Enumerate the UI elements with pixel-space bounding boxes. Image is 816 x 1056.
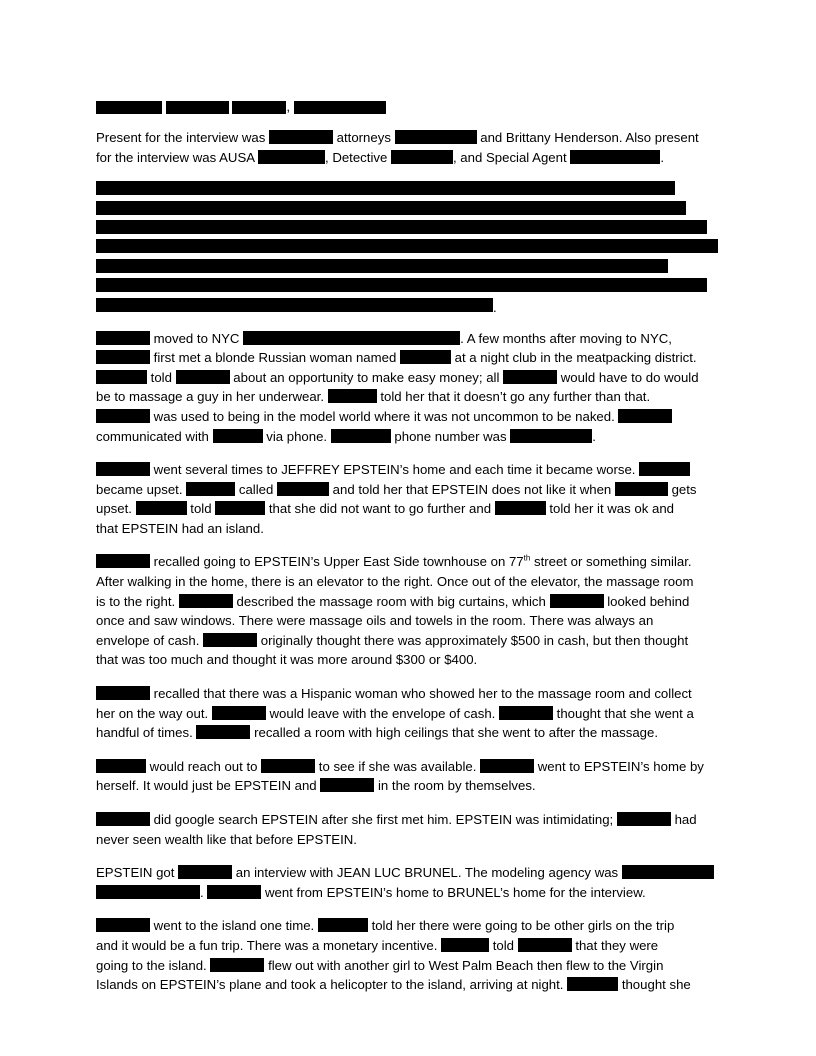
text: .	[592, 428, 596, 444]
redaction-block	[178, 865, 232, 879]
text: gets	[671, 481, 697, 497]
redaction-block	[400, 350, 451, 364]
redaction-block	[203, 633, 257, 647]
redaction-line	[96, 259, 668, 273]
redaction-block	[96, 298, 493, 312]
text: had	[674, 812, 697, 827]
text: once and saw windows. There were massage oils and towels in the room. There was always an	[96, 613, 654, 629]
paragraph-google	[96, 810, 722, 849]
text: recalled that there was a Hispanic woman who showed her to the massage room and collect	[153, 686, 692, 702]
redaction-block	[503, 370, 557, 384]
redaction-line	[96, 278, 707, 292]
text: went to EPSTEIN’s home by	[537, 758, 704, 774]
redaction-block	[96, 918, 150, 932]
redaction-block	[518, 938, 572, 952]
text: flew out with another girl to West Palm Beach then flew to the Virgin	[268, 957, 664, 973]
redaction-block	[499, 706, 553, 720]
superscript: th	[523, 554, 531, 564]
redaction-block	[570, 150, 660, 164]
text: originally thought there was approximately $500 in cash, but then thought	[260, 632, 689, 648]
text: told her it was ok and	[549, 501, 674, 517]
redaction-block	[567, 977, 618, 991]
redaction-last-line	[96, 298, 722, 315]
paragraph-townhouse	[96, 552, 722, 670]
paragraph-brunel	[96, 863, 722, 902]
redaction-block	[215, 501, 265, 515]
paragraph-island	[96, 916, 722, 994]
redaction-block	[495, 501, 546, 515]
redaction-block	[243, 331, 460, 345]
redaction-block	[639, 462, 690, 476]
redaction-block	[176, 370, 230, 384]
text: EPSTEIN got	[96, 865, 175, 881]
text: .	[660, 149, 664, 165]
text: .	[493, 299, 497, 315]
text: in the room by themselves.	[377, 778, 536, 794]
header-comma: ,	[286, 99, 291, 114]
redaction-line	[96, 201, 686, 215]
redaction-block	[96, 350, 150, 364]
redaction-block	[232, 101, 286, 114]
redaction-block	[294, 101, 386, 114]
text: envelope of cash.	[96, 632, 200, 648]
text: and told her that EPSTEIN does not like it when	[332, 481, 612, 497]
paragraph-redacted	[96, 181, 722, 314]
text: never seen wealth like that before EPSTEIN.	[96, 831, 357, 847]
text: .	[200, 884, 204, 900]
text: herself. It would just be EPSTEIN and	[96, 778, 317, 794]
redaction-block	[391, 150, 453, 164]
text: attorneys	[336, 130, 391, 145]
text: that was too much and thought it was more around $300 or $400.	[96, 652, 478, 668]
redaction-line	[96, 181, 675, 195]
text: communicated with	[96, 428, 209, 444]
text: going to the island.	[96, 957, 207, 973]
text: moved to NYC	[153, 330, 240, 346]
redaction-block	[258, 150, 325, 164]
redaction-block	[96, 554, 150, 568]
text: for the interview was AUSA	[96, 149, 255, 165]
redaction-block	[261, 759, 315, 773]
redaction-block	[96, 370, 147, 384]
text: would have to do would	[560, 369, 699, 385]
redaction-block	[96, 331, 150, 345]
paragraph-visits	[96, 460, 722, 538]
redaction-block	[331, 429, 391, 443]
redaction-block	[96, 101, 162, 114]
text: , and Special Agent	[452, 149, 567, 165]
paragraph-attendees	[96, 128, 722, 167]
text: an interview with JEAN LUC BRUNEL. The modeling agency was	[235, 865, 619, 881]
redaction-block	[618, 409, 672, 423]
text: thought that she went a	[556, 705, 694, 721]
redaction-block	[318, 918, 368, 932]
redacted-header	[96, 97, 722, 114]
text: would reach out to	[149, 758, 258, 774]
redaction-line	[96, 239, 718, 253]
redaction-line	[96, 220, 707, 234]
text: told	[190, 501, 212, 517]
text: that they were	[575, 937, 659, 953]
redaction-block	[328, 389, 377, 403]
text: her on the way out.	[96, 705, 209, 721]
text: first met a blonde Russian woman named	[153, 350, 397, 366]
text: Islands on EPSTEIN’s plane and took a helicopter to the island, arriving at night.	[96, 977, 564, 993]
text: called	[238, 481, 274, 497]
redaction-block	[395, 130, 477, 144]
redaction-block	[277, 482, 329, 496]
text: After walking in the home, there is an elevator to the right. Once out of the elevator, the massage room	[96, 574, 694, 590]
text: told her there were going to be other girls on the trip	[371, 918, 675, 934]
text: went several times to JEFFREY EPSTEIN’s home and each time it became worse.	[153, 462, 636, 478]
redaction-block	[96, 409, 150, 423]
redaction-block	[615, 482, 668, 496]
redaction-block	[96, 812, 150, 826]
redaction-block	[207, 885, 261, 899]
text: about an opportunity to make easy money; all	[233, 369, 500, 385]
text: told her that it doesn’t go any further than that.	[380, 389, 651, 405]
text: handful of times.	[96, 725, 193, 741]
text: became upset.	[96, 481, 183, 497]
redaction-block	[320, 778, 374, 792]
text: , Detective	[325, 149, 388, 165]
text: and it would be a fun trip. There was a monetary incentive.	[96, 937, 438, 953]
redaction-block	[622, 865, 714, 879]
redaction-block	[136, 501, 187, 515]
text: recalled a room with high ceilings that she went to after the massage.	[254, 725, 659, 741]
text: that EPSTEIN had an island.	[96, 520, 264, 536]
text: described the massage room with big curtains, which	[236, 593, 546, 609]
redaction-block	[210, 958, 264, 972]
text: at a night club in the meatpacking district.	[454, 350, 697, 366]
redaction-block	[441, 938, 489, 952]
text: Present for the interview was	[96, 130, 266, 145]
text: . A few months after moving to NYC,	[460, 330, 672, 346]
redaction-block	[269, 130, 333, 144]
text: and Brittany Henderson. Also present	[480, 130, 699, 145]
document-page	[96, 97, 722, 1009]
text: looked behind	[607, 593, 690, 609]
text: went from EPSTEIN’s home to BRUNEL’s home for the interview.	[265, 884, 646, 900]
redaction-block	[96, 759, 146, 773]
redaction-block	[617, 812, 671, 826]
text: went to the island one time.	[153, 918, 315, 934]
text: that she did not want to go further and	[268, 501, 492, 517]
text: street or something similar.	[530, 554, 692, 570]
text: is to the right.	[96, 593, 176, 609]
paragraph-reach-out	[96, 757, 722, 796]
text: told	[150, 369, 172, 385]
text: told	[492, 937, 514, 953]
redaction-block	[96, 686, 150, 700]
text: upset.	[96, 501, 132, 517]
text: recalled going to EPSTEIN’s Upper East Side townhouse on 77	[153, 554, 524, 570]
redaction-block	[213, 429, 263, 443]
text: to see if she was available.	[318, 758, 477, 774]
redaction-block	[480, 759, 534, 773]
redaction-block	[186, 482, 235, 496]
text: would leave with the envelope of cash.	[269, 705, 496, 721]
text: be to massage a guy in her underwear.	[96, 389, 324, 405]
text: thought she	[621, 977, 691, 993]
redaction-block	[179, 594, 233, 608]
paragraph-hispanic-woman	[96, 684, 722, 743]
redaction-block	[196, 725, 250, 739]
text: via phone.	[266, 428, 328, 444]
redaction-block	[166, 101, 229, 114]
redaction-block	[550, 594, 604, 608]
redaction-block	[510, 429, 592, 443]
text: was used to being in the model world where it was not uncommon to be naked.	[153, 408, 615, 424]
text: did google search EPSTEIN after she first met him. EPSTEIN was intimidating;	[153, 812, 614, 827]
redaction-block	[96, 462, 150, 476]
redaction-block	[96, 885, 200, 899]
redaction-block	[212, 706, 266, 720]
paragraph-nyc	[96, 329, 722, 447]
text: phone number was	[394, 428, 507, 444]
